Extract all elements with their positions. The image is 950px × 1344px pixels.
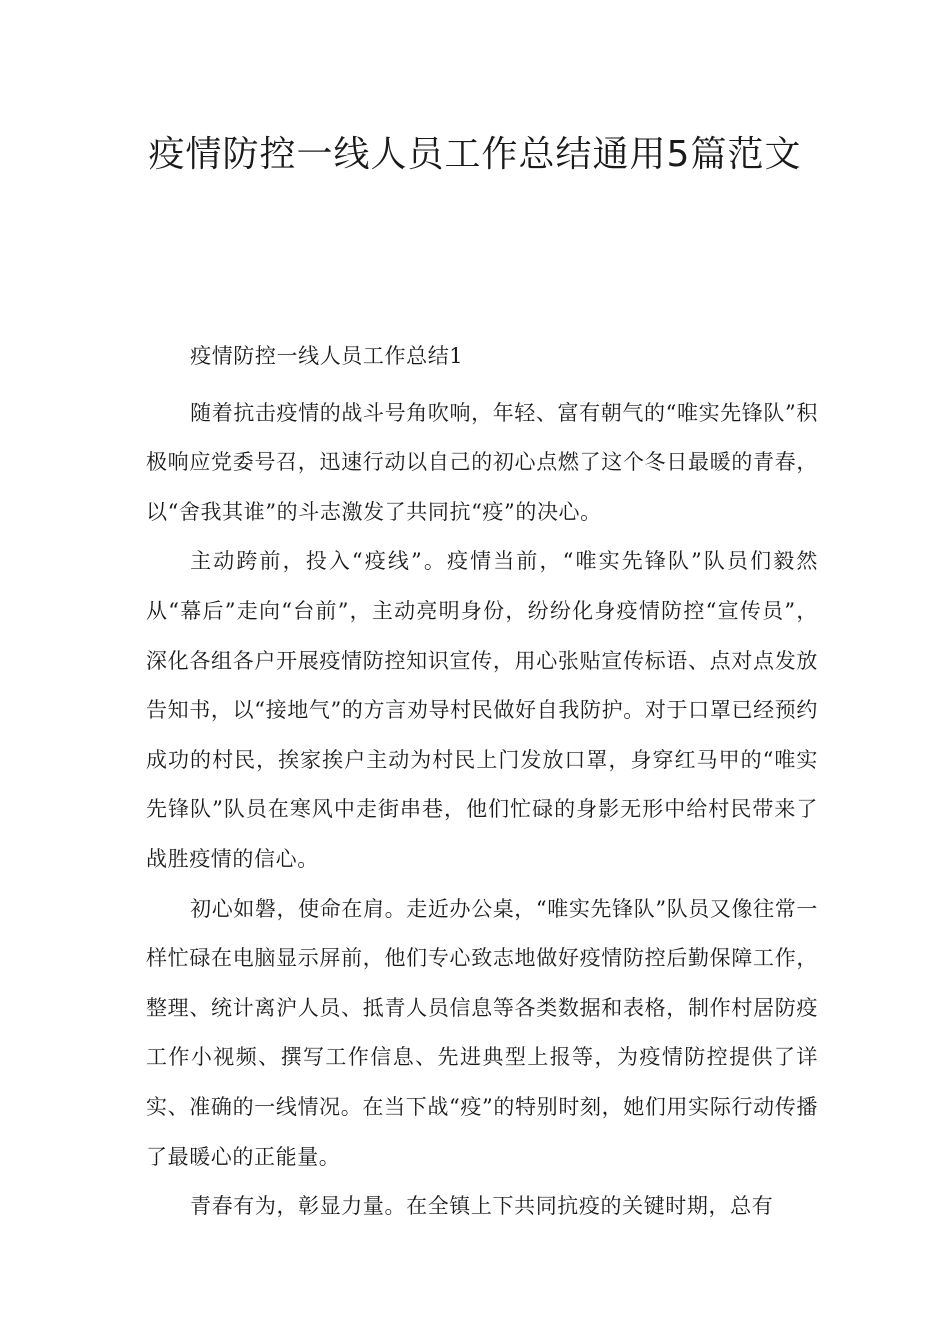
- document-body: [146, 332, 818, 1232]
- section-heading: 疫情防控一线人员工作总结1: [190, 344, 464, 368]
- paragraph-1: 随着抗击疫情的战斗号角吹响，年轻、富有朝气的“唯实先锋队”积极响应党委号召，迅速行动以自己的初心点燃了这个冬日最暖的青春，以“舍我其谁”的斗志激发了共同抗“疫”的决心。: [146, 400, 818, 524]
- document-title: 疫情防控一线人员工作总结通用5篇范文: [148, 134, 802, 175]
- paragraph-4: 青春有为，彰显力量。在全镇上下共同抗疫的关键时期，总有: [190, 1194, 774, 1219]
- paragraph-3: 初心如磐，使命在肩。走近办公桌，“唯实先锋队”队员又像往常一样忙碌在电脑显示屏前，他们专心致志地做好疫情防控后勤保障工作，整理、统计离沪人员、抵青人员信息等各类数据和表格，制作村居防疫工作小视频、撰写工作信息、先进典型上报等，为疫情防控提供了详实、准确的一线情况。在当下战“疫”的特别时刻，她们用实际行动传播了最暖心的正能量。: [146, 896, 818, 1169]
- paragraph-2: 主动跨前，投入“疫线”。疫情当前，“唯实先锋队”队员们毅然从“幕后”走向“台前”，主动亮明身份，纷纷化身疫情防控“宣传员”，深化各组各户开展疫情防控知识宣传，用心张贴宣传标语、点对点发放告知书，以“接地气”的方言劝导村民做好自我防护。对于口罩已经预约成功的村民，挨家挨户主动为村民上门发放口罩，身穿红马甲的“唯实先锋队”队员在寒风中走街串巷，他们忙碌的身影无形中给村民带来了战胜疫情的信心。: [146, 549, 818, 871]
